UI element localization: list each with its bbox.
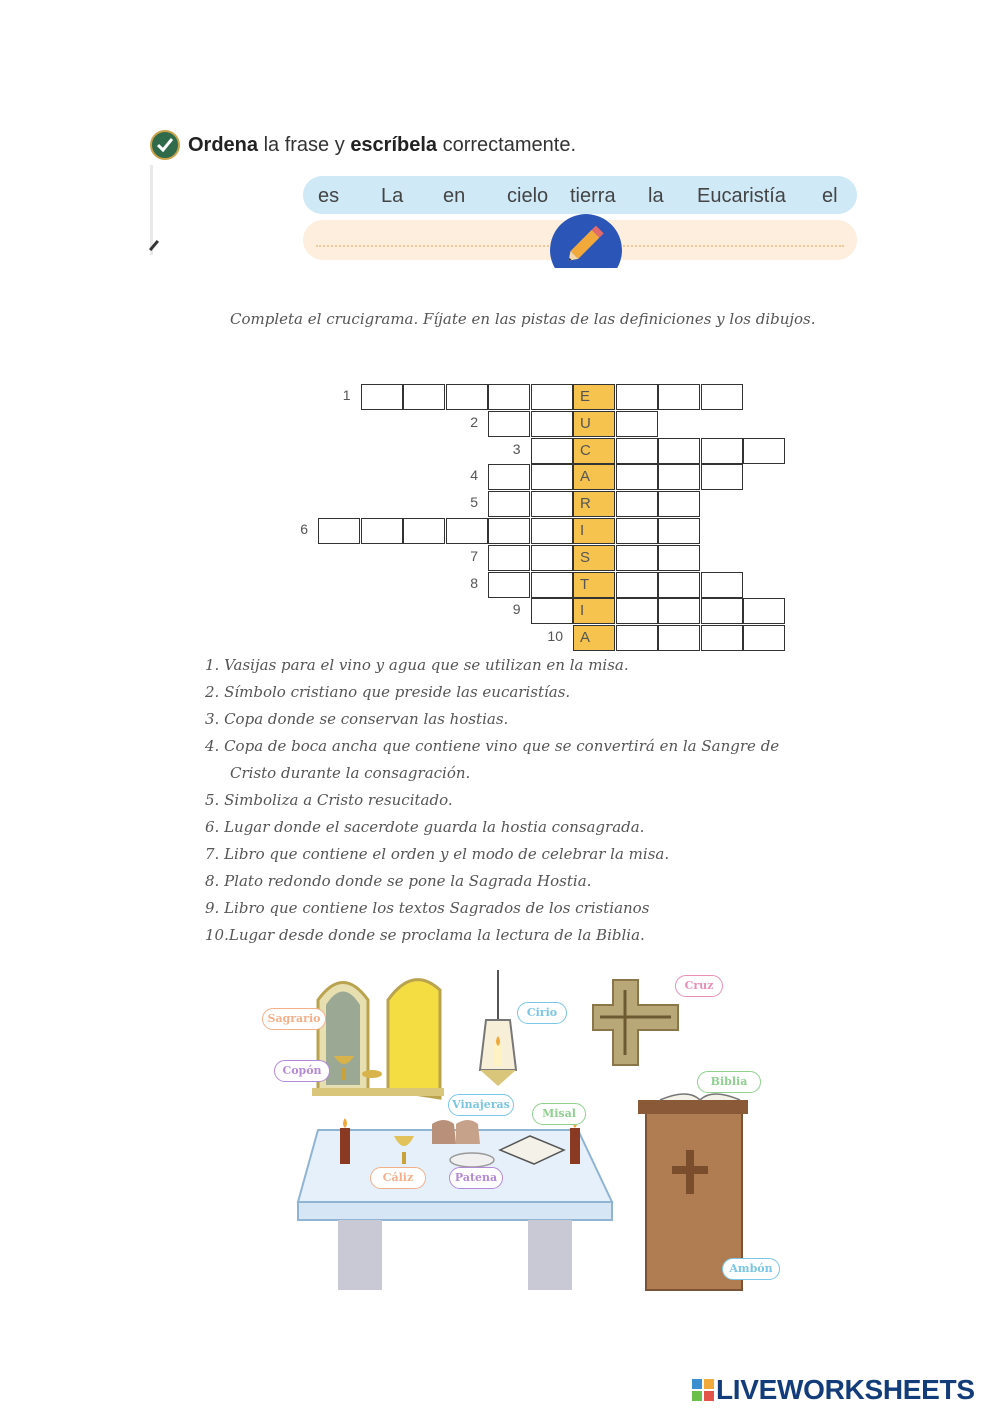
crossword-cell[interactable] [446, 518, 488, 544]
label-patena: Patena [449, 1167, 503, 1189]
label-cruz: Cruz [675, 975, 723, 997]
crossword-cell[interactable] [743, 438, 785, 464]
crossword-cell[interactable] [658, 438, 700, 464]
sagrario-drawing [312, 980, 444, 1098]
crossword-key-cell [573, 545, 615, 571]
crossword-key-letter: I [580, 522, 585, 539]
crossword-key-cell [573, 438, 615, 464]
clue-6: 6. Lugar donde el sacerdote guarda la hostia consagrada. [205, 818, 645, 836]
crossword-number-2: 2 [470, 413, 478, 430]
word-tile: Eucaristía [697, 185, 786, 207]
crossword-cell[interactable] [531, 518, 573, 544]
crossword-cell[interactable] [616, 545, 658, 571]
crossword-key-cell [573, 518, 615, 544]
crossword-cell[interactable] [701, 464, 743, 490]
crossword-key-cell [573, 464, 615, 490]
label-misal: Misal [532, 1103, 586, 1125]
crossword-key-letter: A [580, 629, 591, 647]
word-tile: la [648, 185, 664, 207]
crossword-key-letter: E [580, 388, 591, 405]
crossword-cell[interactable] [488, 572, 530, 598]
clue-7: 7. Libro que contiene el orden y el modo de celebrar la misa. [205, 845, 670, 863]
crossword-cell[interactable] [318, 518, 360, 544]
crossword-cell[interactable] [531, 545, 573, 571]
pencil-button[interactable] [550, 214, 622, 268]
clue-1: 1. Vasijas para el vino y agua que se utilizan en la misa. [205, 656, 629, 674]
crossword-key-letter: U [580, 414, 591, 432]
clue-10: 10.Lugar desde donde se proclama la lectura de la Biblia. [205, 926, 645, 944]
clue-5: 5. Simboliza a Cristo resucitado. [205, 791, 453, 809]
crossword-key-cell [573, 491, 615, 517]
altar-drawing [298, 1118, 612, 1290]
crossword-cell[interactable] [701, 572, 743, 598]
crossword-cell[interactable] [488, 491, 530, 517]
crossword-cell[interactable] [616, 384, 658, 410]
crossword-cell[interactable] [488, 464, 530, 490]
crossword-cell[interactable] [616, 411, 658, 437]
crossword-cell[interactable] [616, 491, 658, 517]
crossword-cell[interactable] [658, 464, 700, 490]
word-tile: el [822, 185, 838, 207]
crossword-cell[interactable] [616, 464, 658, 490]
crossword-cell[interactable] [488, 518, 530, 544]
crossword-key-letter: C [580, 441, 591, 459]
crossword-cell[interactable] [531, 572, 573, 598]
crossword-cell[interactable] [446, 384, 488, 410]
crossword-number-9: 9 [512, 601, 521, 618]
crossword-cell[interactable] [743, 625, 785, 651]
clue-3: 3. Copa donde se conservan las hostias. [205, 710, 509, 728]
crossword-instruction: Completa el crucigrama. Fíjate en las pistas de las definiciones y los dibujos. [230, 310, 816, 328]
crossword-cell[interactable] [616, 572, 658, 598]
crossword-cell[interactable] [658, 625, 700, 651]
crossword-cell[interactable] [531, 491, 573, 517]
crossword-cell[interactable] [361, 384, 403, 410]
crossword-number-6: 6 [300, 521, 308, 537]
crossword-cell[interactable] [701, 625, 743, 651]
crossword-key-cell [573, 384, 615, 410]
crossword-cell[interactable] [531, 598, 573, 624]
clue-8: 8. Plato redondo donde se pone la Sagrada Hostia. [205, 872, 592, 890]
word-tile: cielo [507, 185, 549, 207]
check-badge-icon [150, 130, 180, 160]
word-tile: es [318, 185, 340, 207]
clue-4-continued: Cristo durante la consagración. [230, 764, 471, 782]
crossword-cell[interactable] [658, 572, 700, 598]
crossword-number-3: 3 [512, 440, 521, 457]
label-copon: Copón [274, 1060, 330, 1082]
crossword-cell[interactable] [488, 545, 530, 571]
label-vinajeras: Vinajeras [448, 1094, 514, 1116]
crossword-cell[interactable] [658, 598, 700, 624]
crossword-cell[interactable] [658, 518, 700, 544]
liveworksheets-logo-icon [692, 1379, 714, 1401]
cirio-drawing [480, 970, 516, 1086]
crossword-cell[interactable] [488, 384, 530, 410]
crossword-number-5: 5 [470, 494, 478, 511]
crossword-cell[interactable] [616, 598, 658, 624]
clue-4: 4. Copa de boca ancha que contiene vino que se convertirá en la Sangre de [205, 737, 780, 755]
word-tile: en [443, 185, 466, 207]
crossword-key-letter: T [580, 575, 590, 593]
crossword-number-1: 1 [342, 387, 351, 403]
pencil-icon [560, 218, 612, 268]
word-tile: La [381, 185, 404, 207]
margin-bar [150, 165, 153, 255]
crossword-cell[interactable] [658, 384, 700, 410]
crossword-key-letter: I [580, 602, 585, 620]
exercise-1-title: Ordena la frase y escríbela correctamente. [188, 134, 576, 156]
crossword-cell[interactable] [701, 438, 743, 464]
crossword-key-cell [573, 411, 615, 437]
crossword-cell[interactable] [616, 625, 658, 651]
crossword-cell[interactable] [616, 518, 658, 544]
crossword-cell[interactable] [403, 518, 445, 544]
word-tile: tierra [570, 185, 616, 207]
crossword-cell[interactable] [658, 545, 700, 571]
crossword-cell[interactable] [701, 384, 743, 410]
crossword-key-cell [573, 598, 615, 624]
liveworksheets-logo: LIVEWORKSHEETS [692, 1374, 975, 1406]
crossword-number-4: 4 [470, 467, 478, 484]
crossword-cell[interactable] [531, 438, 573, 464]
clue-9: 9. Libro que contiene los textos Sagrados de los cristianos [205, 899, 650, 917]
crossword-cell[interactable] [616, 438, 658, 464]
crossword-cell[interactable] [403, 384, 445, 410]
crossword-cell[interactable] [488, 411, 530, 437]
crossword-cell[interactable] [658, 491, 700, 517]
crossword-key-letter: A [580, 468, 591, 486]
crossword-key-letter: S [580, 548, 591, 566]
crossword-cell[interactable] [531, 411, 573, 437]
cruz-drawing [593, 980, 678, 1065]
clue-2: 2. Símbolo cristiano que preside las eucaristías. [205, 683, 571, 701]
crossword-cell[interactable] [531, 464, 573, 490]
crossword-cell[interactable] [701, 598, 743, 624]
label-cirio: Cirio [517, 1002, 567, 1024]
crossword-key-cell [573, 625, 615, 651]
label-ambon: Ambón [722, 1258, 780, 1280]
label-sagrario: Sagrario [262, 1008, 326, 1030]
label-caliz: Cáliz [370, 1167, 426, 1189]
crossword-cell[interactable] [531, 384, 573, 410]
label-biblia: Biblia [697, 1071, 761, 1093]
crossword-key-letter: R [580, 495, 591, 513]
crossword-number-8: 8 [470, 574, 478, 591]
crossword-number-7: 7 [470, 547, 478, 564]
crossword-cell[interactable] [743, 598, 785, 624]
crossword-grid [0, 0, 1000, 660]
crossword-cell[interactable] [361, 518, 403, 544]
crossword-key-cell [573, 572, 615, 598]
crossword-number-10: 10 [547, 628, 563, 645]
